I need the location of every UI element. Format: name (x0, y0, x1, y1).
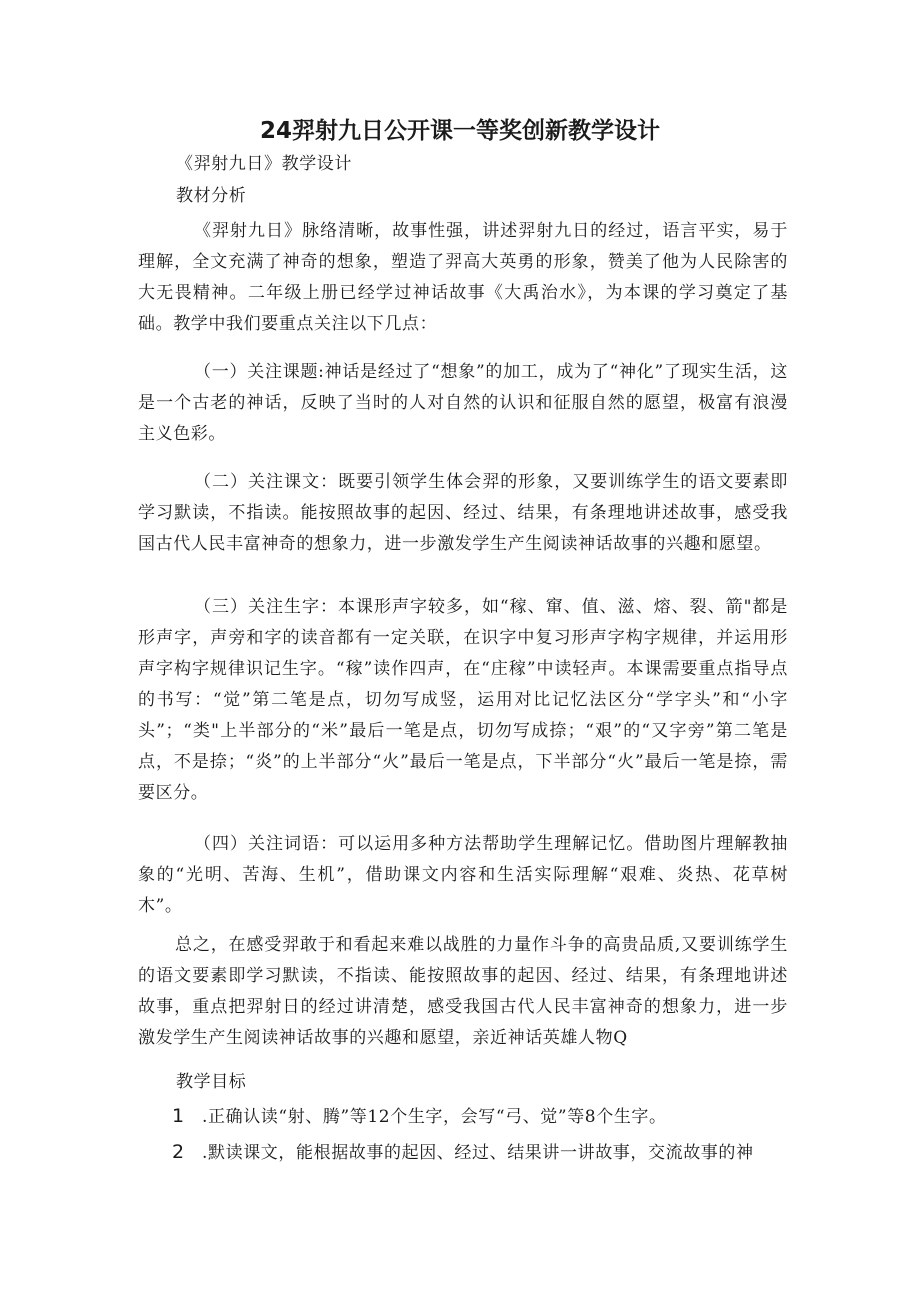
goal-number: 1 (172, 1105, 185, 1127)
section-heading-material: 教材分析 (176, 186, 247, 206)
goal-number: 2 (172, 1141, 185, 1163)
goal-item (172, 1101, 792, 1133)
goal-item (172, 1137, 792, 1169)
summary-paragraph: 总之，在感受羿敢于和看起来难以战胜的力量作斗争的高贵品质,又要训练学生的语文要素即学习默读，不指读、能按照故事的起因、经过、结果，有条理地讲述故事，重点把羿射日的经过讲清楚，感受我国古代人民丰富神奇的想象力，进一步激发学生产生阅读神话故事的兴趣和愿望，亲近神话英雄人物Q (138, 935, 788, 1048)
section-heading-goals: 教学目标 (176, 1072, 247, 1092)
point-3-paragraph: （三）关注生字：本课形声字较多，如“稼、窜、值、滋、熔、裂、箭"都是形声字，声旁和字的读音都有一定关联，在识字中复习形声字构字规律，并运用形声字构字规律识记生字。“稼”读作四声，在“庄稼”中读轻声。本课需要重点指导点的书写：“觉”第二笔是点，切勿写成竖，运用对比记忆法区分“学字头”和“小字头”；“类"上半部分的“米”最后一笔是点，切勿写成捺；“艰”的“又字旁”第二笔是点，不是捺；“炎”的上半部分“火”最后一笔是点，下半部分“火”最后一笔是捺，需要区分。 (138, 597, 788, 803)
goal-text: .默读课文，能根据故事的起因、经过、结果讲一讲故事，交流故事的神 (202, 1143, 754, 1163)
goal-text: .正确认读“射、腾”等12个生字，会写“弓、觉”等8个生字。 (202, 1107, 667, 1127)
point-4-paragraph: （四）关注词语：可以运用多种方法帮助学生理解记忆。借助图片理解教抽象的“光明、苦海、生机”，借助课文内容和生活实际理解“艰难、炎热、花草树木”。 (138, 834, 788, 916)
document-title: 24羿射九日公开课一等奖创新教学设计 (259, 118, 660, 144)
point-1-paragraph: （一）关注课题:神话是经过了“想象”的加工，成为了“神化”了现实生活，这是一个古老的神话，反映了当时的人对自然的认识和征服自然的愿望，极富有浪漫主义色彩。 (138, 362, 788, 444)
subtitle: 《羿射九日》教学设计 (176, 154, 352, 174)
point-2-paragraph: （二）关注课文：既要引领学生体会羿的形象，又要训练学生的语文要素即学习默读，不指读。能按照故事的起因、经过、结果，有条理地讲述故事，感受我国古代人民丰富神奇的想象力，进一步激发学生产生阅读神话故事的兴趣和愿望。 (138, 472, 788, 554)
intro-paragraph: 《羿射九日》脉络清晰，故事性强，讲述羿射九日的经过，语言平实，易于理解，全文充满了神奇的想象，塑造了羿高大英勇的形象，赞美了他为人民除害的大无畏精神。二年级上册已经学过神话故事《大禹治水》，为本课的学习奠定了基础。教学中我们要重点关注以下几点： (138, 221, 788, 334)
